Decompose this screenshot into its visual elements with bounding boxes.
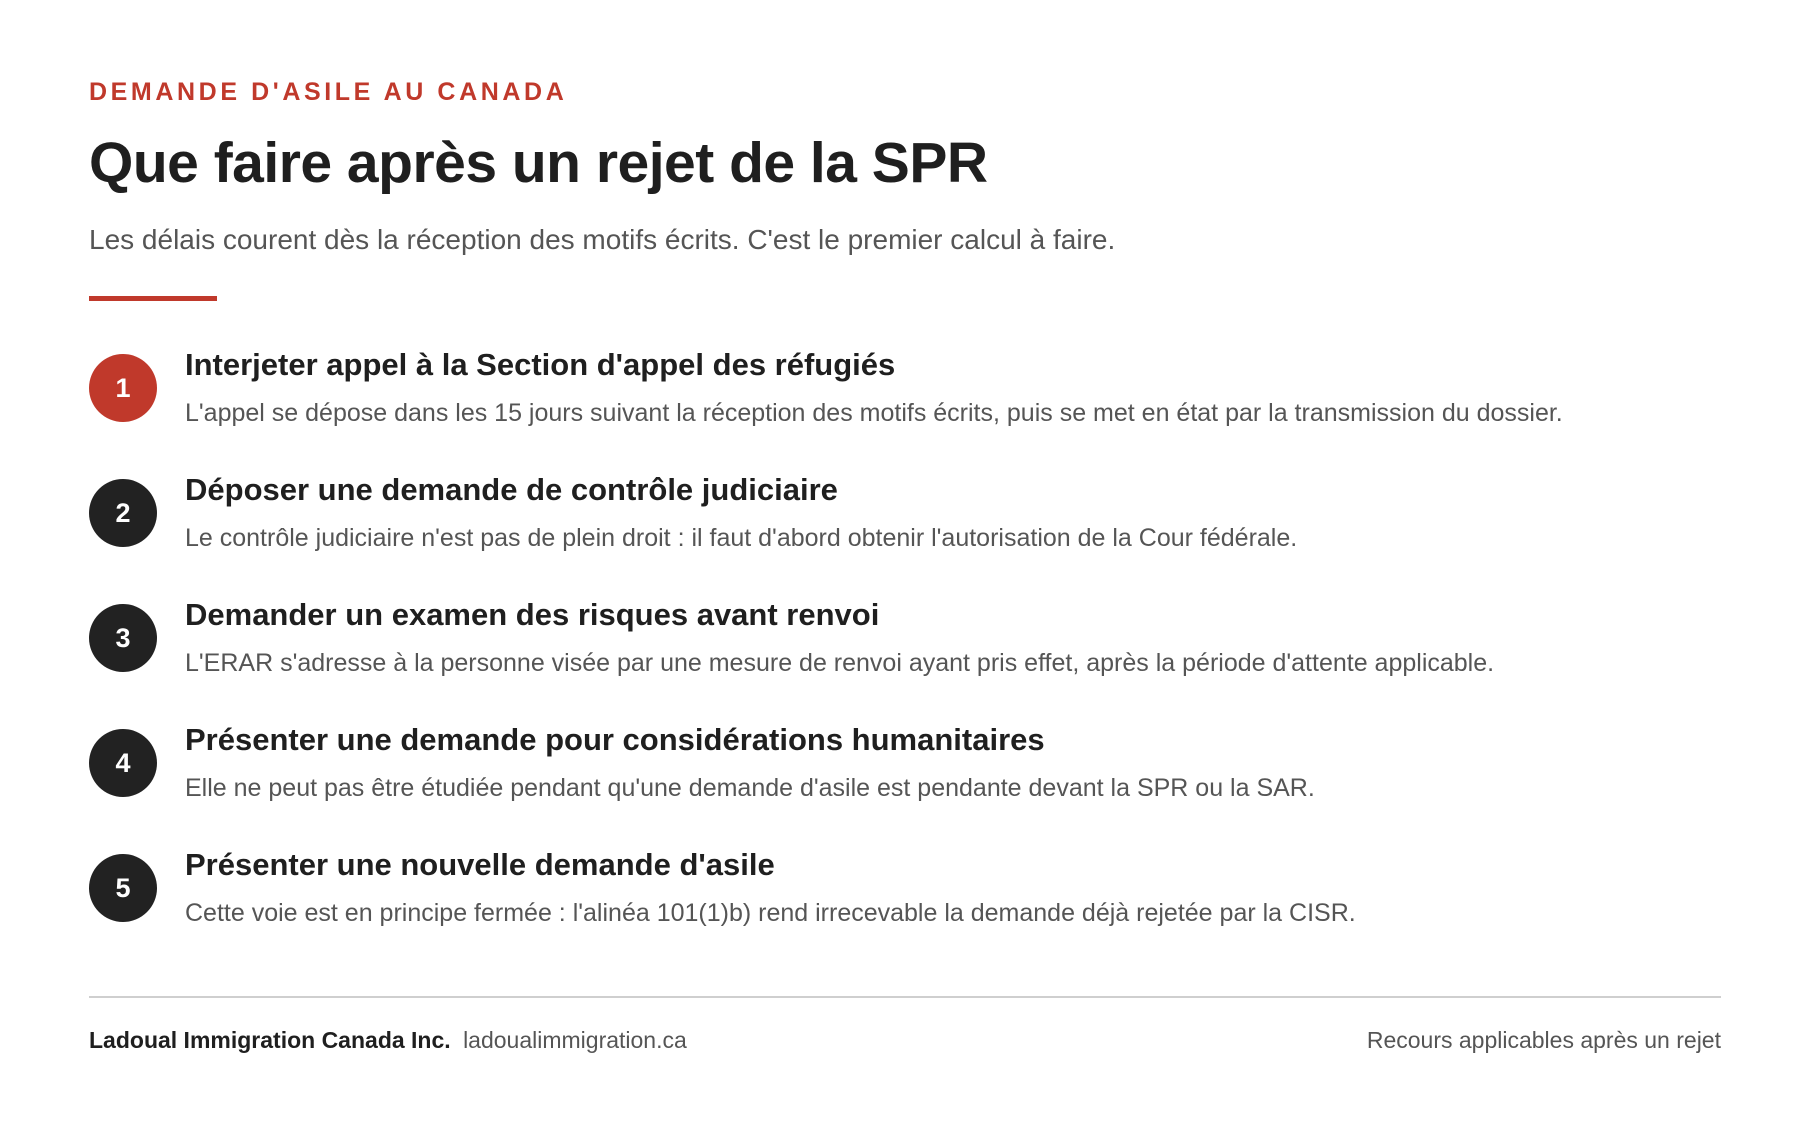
step-description: Cette voie est en principe fermée : l'alinéa 101(1)b) rend irrecevable la demande déjà rejetée par la CISR. xyxy=(185,899,1356,927)
page-subtitle: Les délais courent dès la réception des motifs écrits. C'est le premier calcul à faire. xyxy=(89,224,1116,255)
step-item-2 xyxy=(89,472,1721,602)
step-description: Le contrôle judiciaire n'est pas de plein droit : il faut d'abord obtenir l'autorisation de la Cour fédérale. xyxy=(185,524,1298,552)
step-title: Déposer une demande de contrôle judiciaire xyxy=(185,472,838,507)
step-title: Demander un examen des risques avant renvoi xyxy=(185,597,880,632)
company-name: Ladoual Immigration Canada Inc. xyxy=(89,1027,451,1053)
steps-list xyxy=(89,347,1721,977)
step-title: Présenter une nouvelle demande d'asile xyxy=(185,847,775,882)
footer-brand xyxy=(89,1027,687,1054)
step-item-1 xyxy=(89,347,1721,477)
step-number-badge: 4 xyxy=(89,729,157,797)
step-description: L'ERAR s'adresse à la personne visée par une mesure de renvoi ayant pris effet, après la période d'attente applicable. xyxy=(185,649,1495,677)
step-title: Présenter une demande pour considérations humanitaires xyxy=(185,722,1045,757)
eyebrow-label: DEMANDE D'ASILE AU CANADA xyxy=(89,78,568,106)
step-number-badge: 2 xyxy=(89,479,157,547)
website-link[interactable]: ladoualimmigration.ca xyxy=(463,1027,687,1053)
step-item-4 xyxy=(89,722,1721,852)
step-number-badge: 1 xyxy=(89,354,157,422)
accent-divider xyxy=(89,296,217,301)
infographic-page xyxy=(89,0,1721,1126)
footer-divider xyxy=(89,996,1721,998)
step-item-3 xyxy=(89,597,1721,727)
step-title: Interjeter appel à la Section d'appel des réfugiés xyxy=(185,347,896,382)
step-number-badge: 5 xyxy=(89,854,157,922)
step-number-badge: 3 xyxy=(89,604,157,672)
step-description: Elle ne peut pas être étudiée pendant qu'une demande d'asile est pendante devant la SPR ou la SAR. xyxy=(185,774,1315,802)
step-description: L'appel se dépose dans les 15 jours suivant la réception des motifs écrits, puis se met en état par la transmission du dossier. xyxy=(185,399,1563,427)
footer-note: Recours applicables après un rejet xyxy=(1366,1027,1721,1053)
page-title: Que faire après un rejet de la SPR xyxy=(89,131,988,195)
step-item-5 xyxy=(89,847,1721,977)
